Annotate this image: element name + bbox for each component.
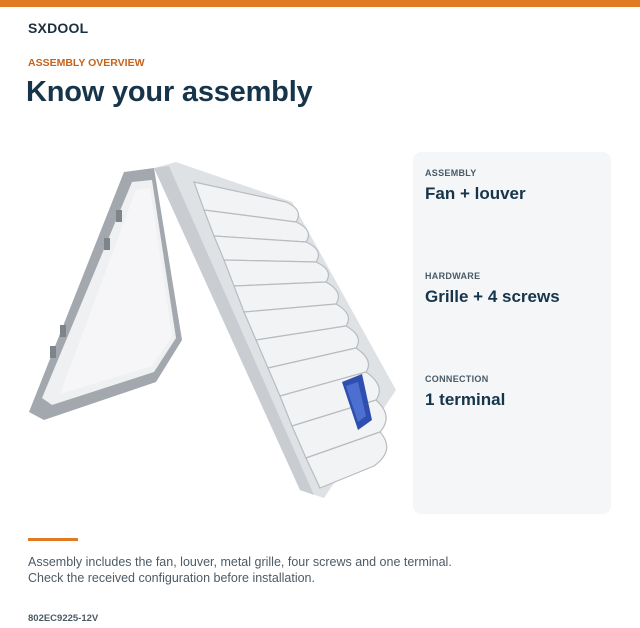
section-eyebrow: ASSEMBLY OVERVIEW: [28, 57, 145, 69]
spec-value: Fan + louver: [425, 184, 526, 203]
spec-value: 1 terminal: [425, 390, 506, 409]
description-line-1: Assembly includes the fan, louver, metal grille, four screws and one terminal.: [28, 555, 452, 569]
page-title: Know your assembly: [26, 76, 313, 108]
fan-louver-illustration: [24, 150, 404, 510]
spec-label: CONNECTION: [425, 374, 489, 384]
brand-name: SXDOOL: [28, 20, 89, 36]
model-code: 802EC9225-12V: [28, 613, 99, 624]
spec-value: Grille + 4 screws: [425, 287, 560, 306]
product-image: [24, 150, 404, 510]
spec-label: HARDWARE: [425, 271, 481, 281]
spec-hardware: [425, 271, 560, 307]
specs-panel: [413, 152, 611, 514]
spec-connection: [425, 374, 505, 410]
spec-label: ASSEMBLY: [425, 168, 477, 178]
description-line-2: Check the received configuration before installation.: [28, 571, 315, 585]
accent-divider: [28, 538, 78, 541]
description: [28, 554, 618, 586]
spec-assembly: [425, 168, 526, 204]
top-accent-bar: [0, 0, 640, 7]
